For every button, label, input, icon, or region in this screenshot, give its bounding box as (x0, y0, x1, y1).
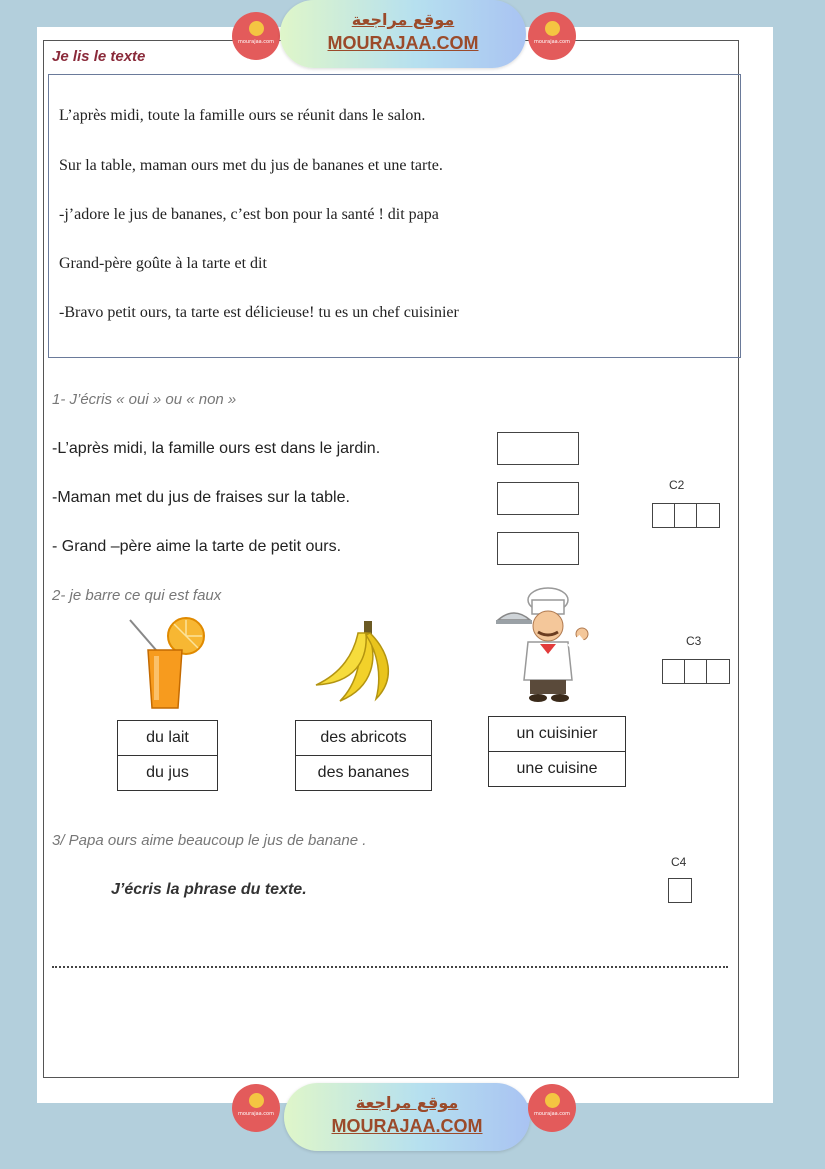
q1-answer-box[interactable] (497, 432, 579, 465)
q1-answer-box[interactable] (497, 532, 579, 565)
text-line: Grand-père goûte à la tarte et dit (59, 255, 267, 272)
text-line: L’après midi, toute la famille ours se réunit dans le salon. (59, 107, 426, 124)
site-logo-icon[interactable]: mourajaa.com (232, 12, 280, 60)
chef-icon (492, 586, 596, 704)
score-label-c3: C3 (686, 634, 702, 648)
text-line: -Bravo petit ours, ta tarte est délicieuse! tu es un chef cuisinier (59, 304, 459, 321)
site-logo-icon[interactable]: mourajaa.com (528, 12, 576, 60)
score-grid-c4[interactable] (668, 878, 692, 903)
q3-instruction: J’écris la phrase du texte. (111, 881, 307, 898)
text-line: Sur la table, maman ours met du jus de bananes et une tarte. (59, 157, 443, 174)
score-grid-c3[interactable] (662, 659, 730, 684)
page-title: Je lis le texte (52, 48, 146, 65)
choice-option[interactable]: un cuisinier (516, 725, 598, 742)
banana-bunch-icon (306, 617, 402, 707)
banner-arabic-title: موقع مراجعة (355, 1093, 459, 1112)
site-logo-icon[interactable]: mourajaa.com (232, 1084, 280, 1132)
choice-option[interactable]: des abricots (320, 729, 407, 746)
question-2-heading: 2- je barre ce qui est faux (52, 587, 222, 604)
banner-site-link[interactable]: MOURAJAA.COM (331, 1116, 483, 1136)
banner-site-link[interactable]: MOURAJAA.COM (327, 33, 479, 53)
choice-option[interactable]: du jus (118, 755, 217, 790)
choice-box-drink (117, 720, 218, 791)
choice-box-chef (488, 716, 626, 787)
choice-option[interactable]: du lait (146, 729, 189, 746)
q1-answer-box[interactable] (497, 482, 579, 515)
q1-statement: - Grand –père aime la tarte de petit ours. (52, 538, 342, 555)
choice-option[interactable]: une cuisine (489, 751, 625, 786)
question-1-heading: 1- J’écris « oui » ou « non » (52, 391, 237, 408)
score-label-c2: C2 (669, 478, 685, 492)
choice-option[interactable]: des bananes (296, 755, 431, 790)
site-banner-top[interactable] (280, 0, 526, 68)
text-line: -j’adore le jus de bananes, c’est bon pour la santé ! dit papa (59, 206, 439, 223)
q1-statement: -L’après midi, la famille ours est dans le jardin. (52, 440, 381, 457)
q1-statement: -Maman met du jus de fraises sur la table. (52, 489, 350, 506)
choice-box-fruit (295, 720, 432, 791)
site-logo-icon[interactable]: mourajaa.com (528, 1084, 576, 1132)
score-label-c4: C4 (671, 855, 687, 869)
banner-arabic-title: موقع مراجعة (351, 10, 455, 29)
writing-line[interactable] (52, 966, 728, 968)
orange-juice-icon (118, 612, 210, 712)
reading-text-box (48, 74, 741, 358)
site-banner-bottom[interactable] (284, 1083, 530, 1151)
score-grid-c2[interactable] (652, 503, 720, 528)
question-3-heading: 3/ Papa ours aime beaucoup le jus de banane . (52, 832, 367, 849)
